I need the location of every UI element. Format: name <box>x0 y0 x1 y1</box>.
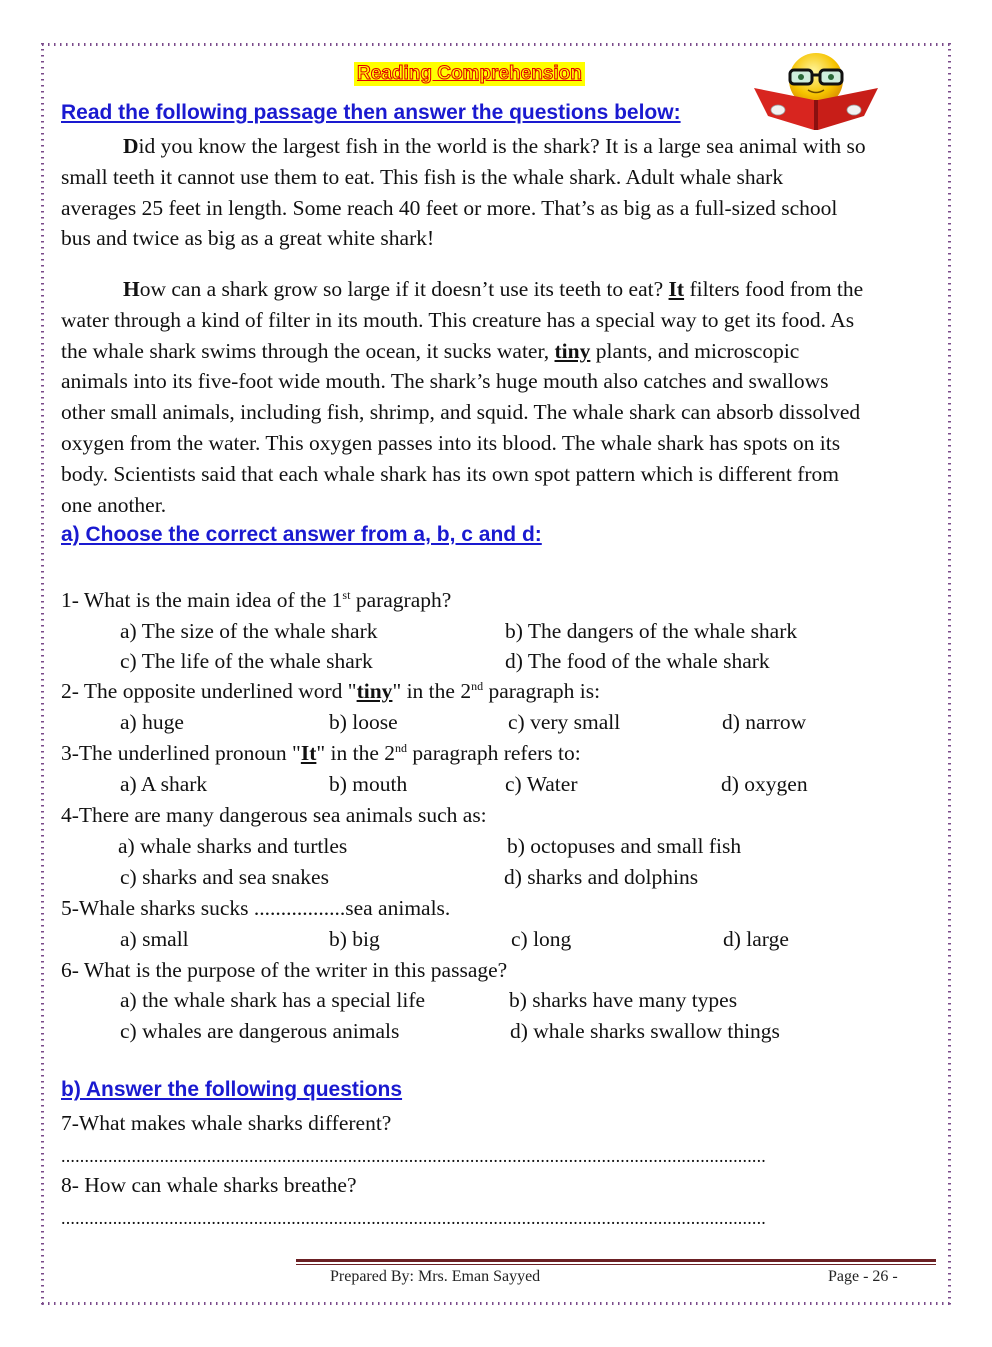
question-4: 4-There are many dangerous sea animals such as: <box>61 803 487 827</box>
q3-option-b: b) mouth <box>329 772 408 796</box>
passage-line: bus and twice as big as a great white shark! <box>61 226 435 251</box>
q5-option-d: d) large <box>723 927 789 951</box>
q4-option-c: c) sharks and sea snakes <box>120 865 329 889</box>
passage-line: water through a kind of filter in its mouth. This creature has a special way to get its food. As <box>61 307 855 332</box>
q2-option-b: b) loose <box>329 710 398 734</box>
q3-option-c: c) Water <box>505 772 578 796</box>
q6-option-c: c) whales are dangerous animals <box>120 1019 400 1043</box>
q2-option-d: d) narrow <box>722 710 807 734</box>
footer-page-number: Page - 26 - <box>828 1268 898 1285</box>
question-8: 8- How can whale sharks breathe? <box>61 1173 357 1197</box>
passage-line: body. Scientists said that each whale shark has its own spot pattern which is different from <box>61 461 840 486</box>
page-border-right <box>948 43 951 1305</box>
q6-option-a: a) the whale shark has a special life <box>120 988 426 1012</box>
footer-divider <box>296 1259 936 1265</box>
passage-line: animals into its five-foot wide mouth. The shark’s huge mouth also catches and swallows <box>61 369 829 394</box>
question-7: 7-What makes whale sharks different? <box>61 1111 392 1135</box>
q6-option-b: b) sharks have many types <box>509 988 738 1012</box>
passage-line: small teeth it cannot use them to eat. This fish is the whale shark. Adult whale shark <box>61 164 784 189</box>
answer-line-8[interactable]: ...................................................................................................................................................... <box>61 1208 766 1228</box>
q6-option-d: d) whale sharks swallow things <box>510 1019 780 1043</box>
passage-paragraph-1 <box>61 131 936 254</box>
page-title: Reading Comprehension <box>354 62 585 86</box>
q3-option-d: d) oxygen <box>721 772 808 796</box>
underlined-pronoun-it: It <box>668 277 685 301</box>
passage-text: plants, and microscopic <box>590 338 800 363</box>
passage-line: one another. <box>61 492 167 517</box>
q4-option-d: d) sharks and dolphins <box>504 865 699 889</box>
passage-paragraph-2 <box>61 274 936 520</box>
q2-option-c: c) very small <box>508 710 621 734</box>
section-a-heading: a) Choose the correct answer from a, b, c and d: <box>61 523 542 546</box>
reading-emoji-with-glasses-icon <box>746 50 886 130</box>
question-5: 5-Whale sharks sucks .................sea animals. <box>61 896 451 920</box>
underlined-word-tiny: tiny <box>554 338 591 363</box>
section-b-heading: b) Answer the following questions <box>61 1078 403 1101</box>
question-6: 6- What is the purpose of the writer in this passage? <box>61 958 508 982</box>
q5-option-b: b) big <box>329 927 380 951</box>
drop-cap: D <box>123 134 139 158</box>
passage-line: oxygen from the water. This oxygen passes into its blood. The whale shark has spots on its <box>61 430 841 455</box>
q1-option-b: b) The dangers of the whale shark <box>505 619 798 643</box>
passage-text: ow can a shark grow so large if it doesn’t use its teeth to eat? <box>139 277 669 301</box>
instruction-heading: Read the following passage then answer the questions below: <box>61 101 681 124</box>
passage-text: the whale shark swims through the ocean, it sucks water, <box>61 338 555 363</box>
drop-cap: H <box>123 277 140 301</box>
q1-option-c: c) The life of the whale shark <box>120 649 373 673</box>
q5-option-c: c) long <box>511 927 572 951</box>
answer-line-7[interactable]: ...................................................................................................................................................... <box>61 1146 766 1166</box>
q1-option-a: a) The size of the whale shark <box>120 619 378 643</box>
page-border-left <box>41 43 44 1305</box>
page-border-bottom <box>42 1302 950 1305</box>
passage-line: other small animals, including fish, shrimp, and squid. The whale shark can absorb dissolved <box>61 400 861 425</box>
question-2: 2- The opposite underlined word "tiny" in the 2nd paragraph is: <box>61 678 601 703</box>
q4-option-a: a) whale sharks and turtles <box>118 834 348 858</box>
q5-option-a: a) small <box>120 927 189 951</box>
q2-option-a: a) huge <box>120 710 184 734</box>
q3-option-a: a) A shark <box>120 772 208 796</box>
passage-text: filters food from the <box>684 277 864 301</box>
question-3: 3-The underlined pronoun "It" in the 2nd paragraph refers to: <box>61 740 581 765</box>
passage-line: id you know the largest fish in the world is the shark? It is a large sea animal with so <box>138 134 866 158</box>
footer-prepared-by: Prepared By: Mrs. Eman Sayyed <box>330 1268 541 1285</box>
question-1: 1- What is the main idea of the 1st paragraph? <box>61 587 452 612</box>
page-border-top <box>42 43 950 46</box>
passage-line: averages 25 feet in length. Some reach 40 feet or more. That’s as big as a full-sized school <box>61 195 838 220</box>
q1-option-d: d) The food of the whale shark <box>505 649 770 673</box>
q4-option-b: b) octopuses and small fish <box>507 834 742 858</box>
